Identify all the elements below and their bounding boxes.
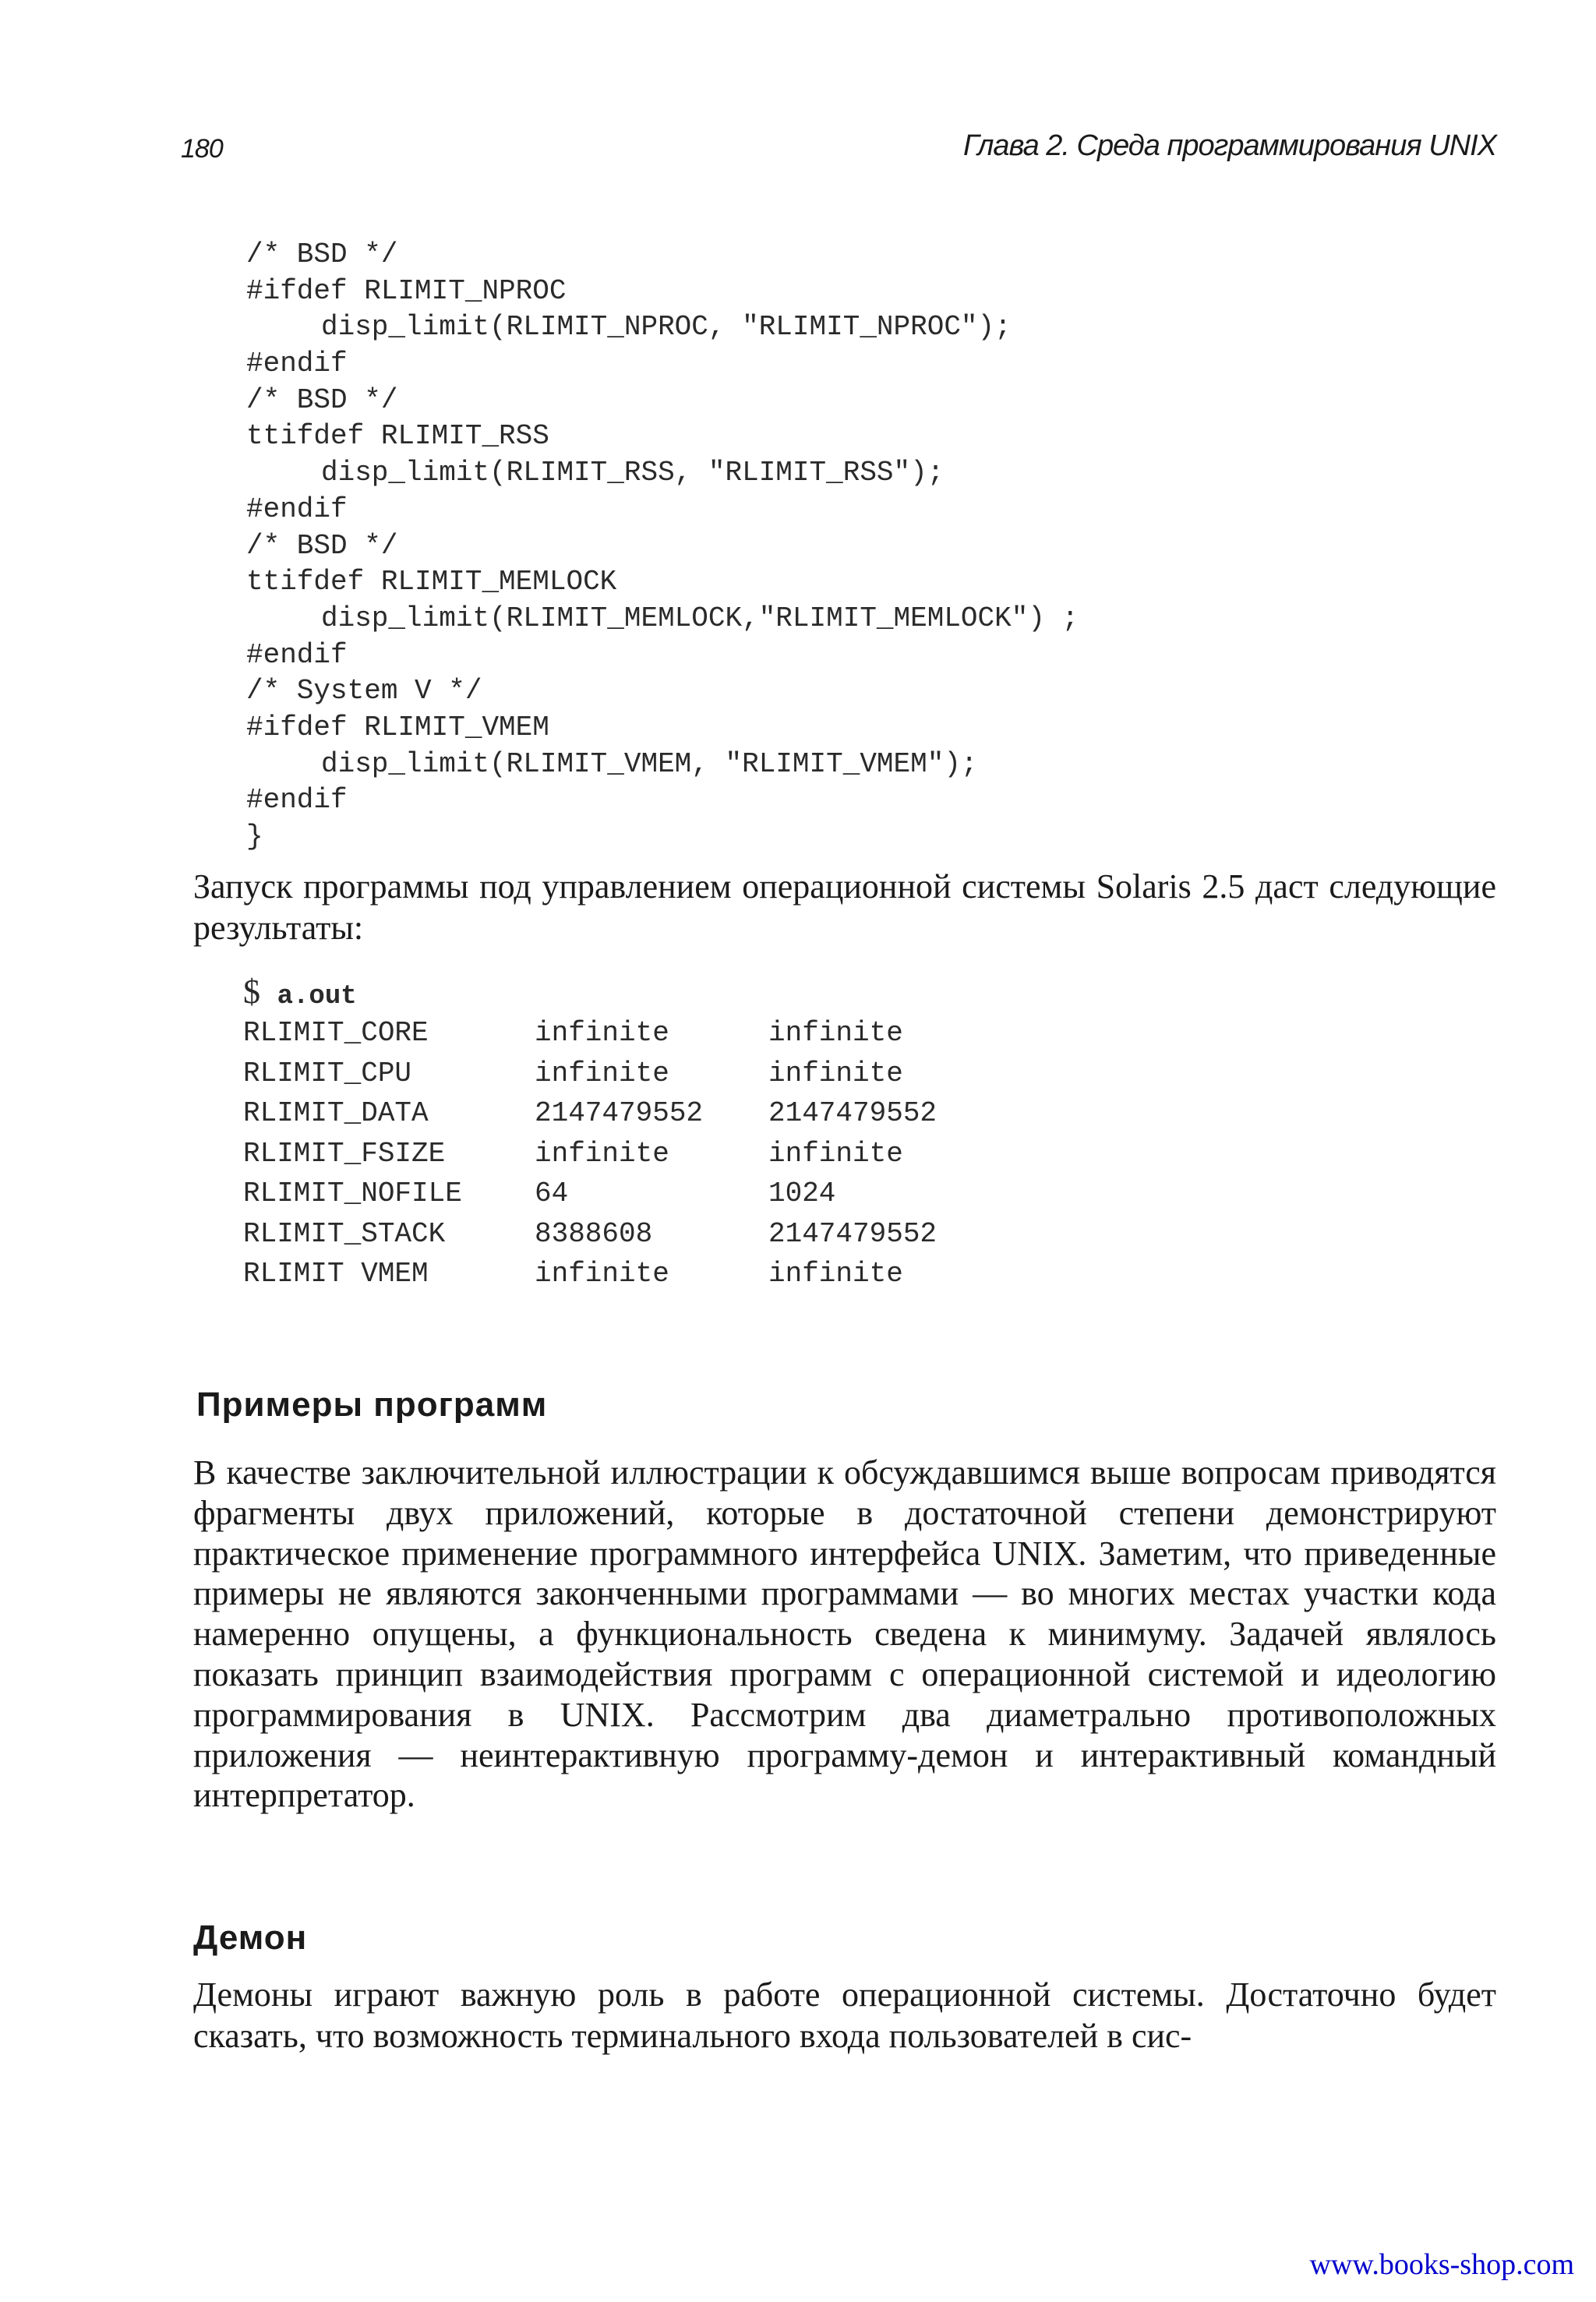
footer-site-link[interactable]: www.books-shop.com: [1309, 2248, 1574, 2281]
hard-limit-cell: 2147479552: [768, 1217, 937, 1250]
limit-name-cell: RLIMIT_FSIZE: [243, 1137, 446, 1170]
intro-paragraph: Запуск программы под управлением операционной системы Solaris 2.5 даст следующие результаты:: [193, 867, 1496, 947]
hard-limit-cell: infinite: [768, 1137, 903, 1170]
output-row: [243, 1134, 971, 1174]
code-line: #ifdef RLIMIT_NPROC: [246, 274, 567, 307]
code-line: /* BSD */: [246, 238, 398, 270]
hard-limit-cell: infinite: [768, 1057, 903, 1089]
code-line: disp_limit(RLIMIT_MEMLOCK,"RLIMIT_MEMLOCK") ;: [321, 602, 1079, 634]
program-output: [243, 971, 971, 1294]
examples-paragraph: В качестве заключительной иллюстрации к обсуждавшимся выше вопросам приводятся фрагменты двух приложений, которые в достаточной степени демонстрируют практическое применение программного интерфейса UNIX. Заметим, что приведенные примеры не являются законченными программами — во многих местах участки кода намеренно опущены, а функциональность сведена к минимуму. Задачей являлось показать принцип взаимодействия программ с операционной системой и идеологию программирования в UNIX. Рассмотрим два диаметрально противоположных приложения — неинтерактивную программу-демон и интерактивный командный интерпретатор.: [193, 1453, 1496, 1815]
limit-name-cell: RLIMIT VMEM: [243, 1258, 429, 1290]
soft-limit-cell: 64: [535, 1177, 569, 1209]
output-row: [243, 1174, 971, 1214]
hard-limit-cell: infinite: [768, 1258, 903, 1290]
limit-name-cell: RLIMIT_DATA: [243, 1097, 429, 1129]
soft-limit-cell: infinite: [535, 1258, 669, 1290]
code-line: /* System V */: [246, 675, 482, 708]
soft-limit-cell: infinite: [535, 1017, 669, 1049]
output-row: [243, 1054, 971, 1094]
code-line: #ifdef RLIMIT_VMEM: [246, 711, 549, 743]
code-line: ttifdef RLIMIT_RSS: [246, 420, 549, 453]
limits-output-table: [243, 1013, 971, 1294]
hard-limit-cell: 2147479552: [768, 1097, 937, 1129]
code-line: #endif: [246, 784, 348, 817]
section-heading-examples: Примеры программ: [196, 1386, 548, 1424]
code-listing: [246, 237, 1079, 856]
code-line: disp_limit(RLIMIT_NPROC, "RLIMIT_NPROC");: [321, 311, 1012, 344]
code-line: }: [246, 821, 263, 853]
code-line: #endif: [246, 638, 348, 671]
code-line: disp_limit(RLIMIT_VMEM, "RLIMIT_VMEM");: [321, 747, 978, 780]
soft-limit-cell: infinite: [535, 1057, 669, 1089]
limit-name-cell: RLIMIT_STACK: [243, 1217, 446, 1250]
soft-limit-cell: 2147479552: [535, 1097, 704, 1129]
soft-limit-cell: 8388608: [535, 1217, 653, 1250]
code-line: disp_limit(RLIMIT_RSS, "RLIMIT_RSS");: [321, 457, 945, 489]
output-row: [243, 1214, 971, 1255]
code-line: /* BSD */: [246, 383, 398, 416]
hard-limit-cell: 1024: [768, 1177, 836, 1209]
daemon-paragraph: Демоны играют важную роль в работе операционной системы. Достаточно будет сказать, что возможность терминального входа пользователей в сис-: [193, 1975, 1496, 2055]
output-row: [243, 1093, 971, 1134]
limit-name-cell: RLIMIT_NOFILE: [243, 1177, 462, 1209]
code-line: /* BSD */: [246, 529, 398, 562]
output-row: [243, 1254, 971, 1294]
prompt-symbol: $: [243, 973, 260, 1011]
output-row: [243, 1013, 971, 1054]
section-heading-daemon: Демон: [193, 1919, 308, 1957]
page-number: 180: [181, 134, 223, 164]
prompt-command: a.out: [277, 982, 357, 1012]
code-line: #endif: [246, 348, 348, 380]
limit-name-cell: RLIMIT_CORE: [243, 1017, 429, 1049]
limit-name-cell: RLIMIT_CPU: [243, 1057, 412, 1089]
hard-limit-cell: infinite: [768, 1017, 903, 1049]
running-header: Глава 2. Среда программирования UNIX: [963, 129, 1496, 162]
code-line: ttifdef RLIMIT_MEMLOCK: [246, 566, 617, 598]
code-line: #endif: [246, 493, 348, 525]
shell-prompt-line: [243, 971, 971, 1013]
soft-limit-cell: infinite: [535, 1137, 669, 1170]
